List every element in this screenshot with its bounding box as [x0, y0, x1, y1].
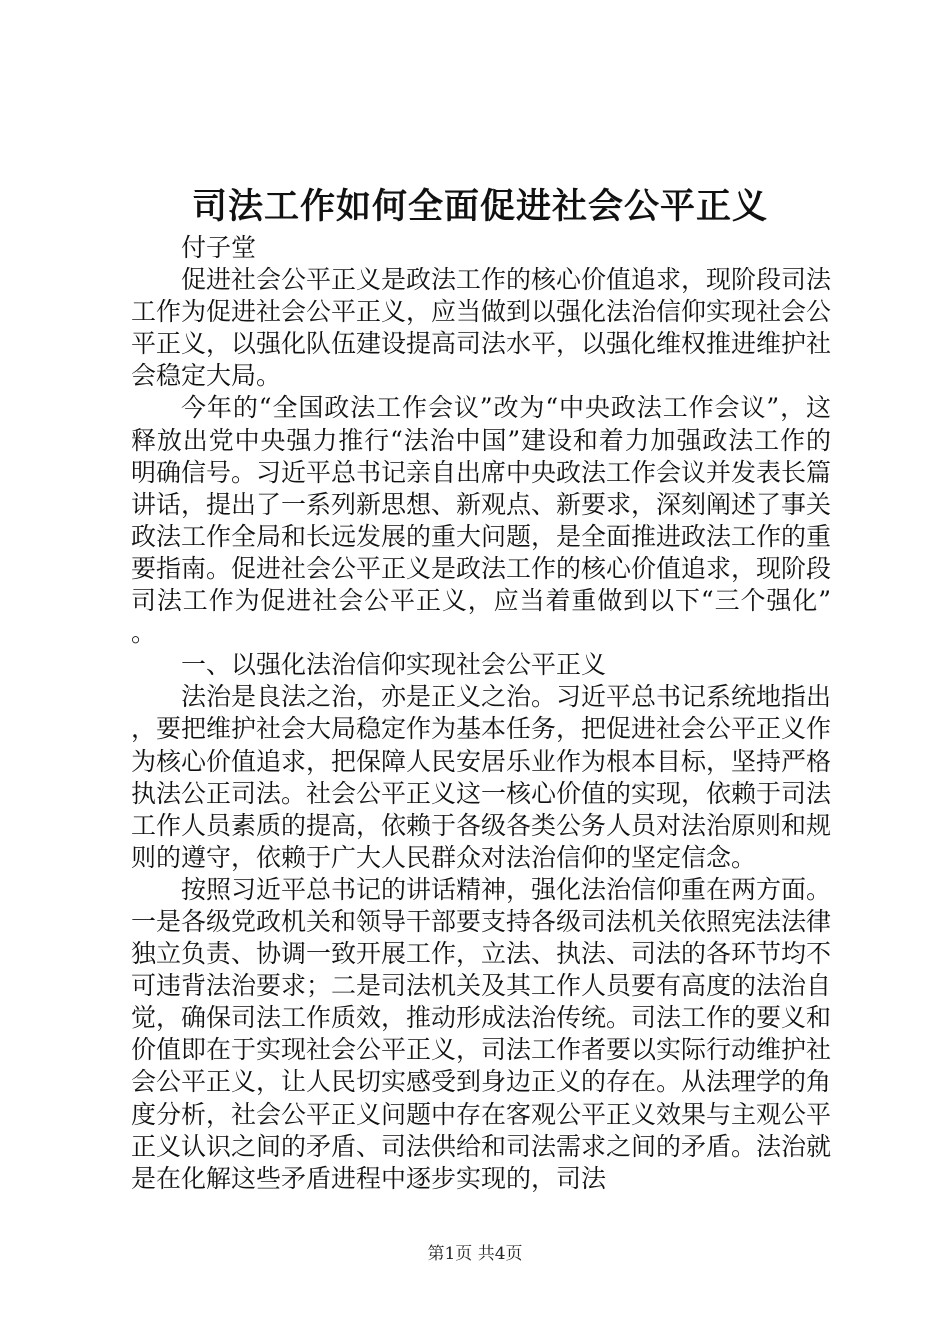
paragraph: 法治是良法之治，亦是正义之治。习近平总书记系统地指出，要把维护社会大局稳定作为基本任务，把促进社会公平正义作为核心价值追求，把保障人民安居乐业作为根本目标，坚持严格执法公正司法。社会公平正义这一核心价值的实现，依赖于司法工作人员素质的提高，依赖于各级各类公务人员对法治原则和规则的遵守，依赖于广大人民群众对法治信仰的坚定信念。	[131, 682, 832, 872]
author-line: 付子堂	[181, 233, 257, 262]
document-title: 司法工作如何全面促进社会公平正义	[191, 186, 768, 227]
paragraph: 今年的“全国政法工作会议”改为“中央政法工作会议”，这释放出党中央强力推行“法治中国”建设和着力加强政法工作的明确信号。习近平总书记亲自出席中央政法工作会议并发表长篇讲话，提出了一系列新思想、新观点、新要求，深刻阐述了事关政法工作全局和长远发展的重大问题，是全面推进政法工作的重要指南。促进社会公平正义是政法工作的核心价值追求，现阶段司法工作为促进社会公平正义，应当着重做到以下“三个强化”。	[131, 393, 832, 648]
section-heading: 一、以强化法治信仰实现社会公平正义	[181, 650, 607, 680]
document-body	[131, 232, 831, 1195]
paragraph: 促进社会公平正义是政法工作的核心价值追求，现阶段司法工作为促进社会公平正义，应当做到以强化法治信仰实现社会公平正义，以强化队伍建设提高司法水平，以强化维权推进维护社会稳定大局。	[131, 265, 832, 391]
paragraph: 按照习近平总书记的讲话精神，强化法治信仰重在两方面。一是各级党政机关和领导干部要支持各级司法机关依照宪法法律独立负责、协调一致开展工作，立法、执法、司法的各环节均不可违背法治要求；二是司法机关及其工作人员要有高度的法治自觉，确保司法工作质效，推动形成法治传统。司法工作的要义和价值即在于实现社会公平正义，司法工作者要以实际行动维护社会公平正义，让人民切实感受到身边正义的存在。从法理学的角度分析，社会公平正义问题中存在客观公平正义效果与主观公平正义认识之间的矛盾、司法供给和司法需求之间的矛盾。法治就是在化解这些矛盾进程中逐步实现的，司法	[131, 874, 832, 1193]
page-number-footer: 第1页 共4页	[427, 1244, 523, 1264]
